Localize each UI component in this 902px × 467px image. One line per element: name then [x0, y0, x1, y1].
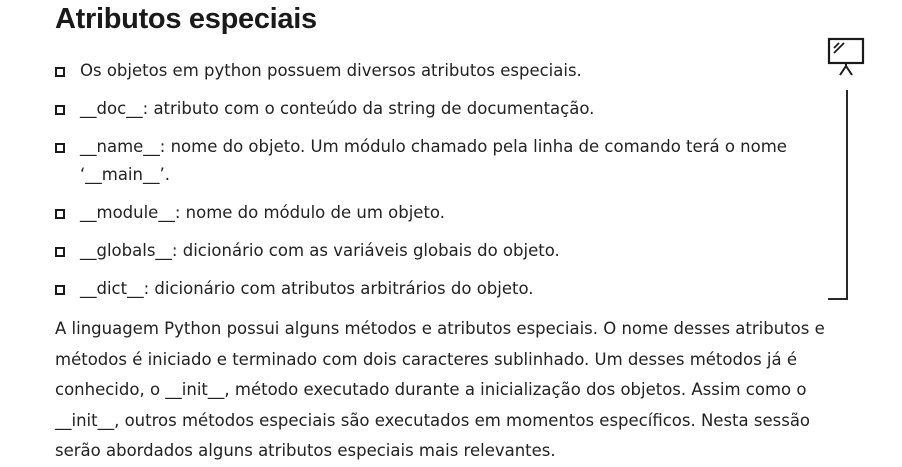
square-bullet-icon: [55, 209, 65, 219]
body-paragraph: A linguagem Python possui alguns métodos e atributos especiais. O nome desses atributos e métodos é iniciado e terminado com dois caracteres sublinhado. Um desses métodos já é conhecido, o __init__, método executado durante a inicialização dos objetos. Assim como o __init__, outros métodos especiais são executados em momentos específicos. Nesta sessão serão abordados alguns atributos especiais mais relevantes.: [55, 319, 825, 460]
list-item-text: __globals__: dicionário com as variáveis globais do objeto.: [80, 241, 560, 260]
presentation-board-icon: [826, 37, 866, 77]
square-bullet-icon: [55, 67, 65, 77]
list-item: [55, 95, 835, 123]
list-item-text: Os objetos em python possuem diversos atributos especiais.: [80, 61, 582, 80]
square-bullet-icon: [55, 143, 65, 153]
list-item: [55, 275, 835, 303]
side-bracket-line: [846, 90, 848, 300]
side-bracket-foot: [828, 298, 848, 300]
page-title: Atributos especiais: [55, 3, 317, 35]
list-item: [55, 133, 835, 189]
list-item: [55, 237, 835, 265]
list-item-text: __doc__: atributo com o conteúdo da string de documentação.: [80, 99, 595, 118]
list-item: [55, 199, 835, 227]
list-item: [55, 57, 835, 85]
list-item-text: __dict__: dicionário com atributos arbitrários do objeto.: [80, 279, 534, 298]
square-bullet-icon: [55, 247, 65, 257]
bullet-list: [55, 57, 835, 313]
square-bullet-icon: [55, 105, 65, 115]
list-item-text: __name__: nome do objeto. Um módulo chamado pela linha de comando terá o nome ‘__main__’.: [80, 137, 787, 184]
square-bullet-icon: [55, 285, 65, 295]
list-item-text: __module__: nome do módulo de um objeto.: [80, 203, 445, 222]
